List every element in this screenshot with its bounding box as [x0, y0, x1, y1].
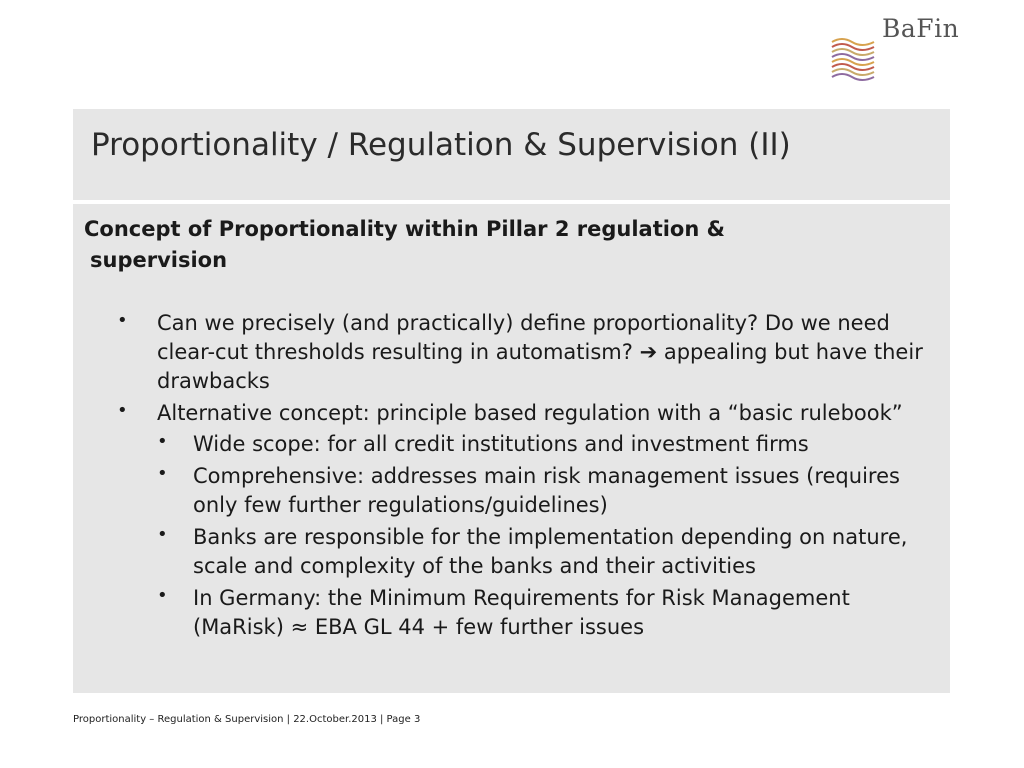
sub-bullet-item — [157, 462, 946, 520]
sub-bullet-list — [157, 430, 946, 642]
title-panel — [73, 109, 950, 200]
bafin-logo — [830, 14, 960, 86]
heading-line-2: supervision — [90, 248, 228, 272]
sub-bullet-text: In Germany: the Minimum Requirements for Risk Management (MaRisk) ≈ EBA GL 44 + few further issues — [193, 586, 850, 639]
sub-bullet-item — [157, 584, 946, 642]
sub-bullet-item — [157, 430, 946, 459]
sub-bullet-text: Banks are responsible for the implementation depending on nature, scale and complexity of the banks and their activities — [193, 525, 908, 578]
bullet-item — [73, 399, 950, 642]
bullet-text: Can we precisely (and practically) define proportionality? Do we need clear-cut thresholds resulting in automatism? ➔ appealing but have their drawbacks — [157, 311, 923, 393]
bullet-list — [73, 309, 950, 645]
sub-bullet-text: Wide scope: for all credit institutions and investment firms — [193, 432, 809, 456]
slide-footer: Proportionality – Regulation & Supervision | 22.October.2013 | Page 3 — [73, 714, 421, 725]
content-panel — [73, 204, 950, 693]
bullet-text: Alternative concept: principle based regulation with a “basic rulebook” — [157, 401, 903, 425]
sub-bullet-text: Comprehensive: addresses main risk management issues (requires only few further regulations/guidelines) — [193, 464, 900, 517]
bafin-wave-logo-icon — [830, 34, 878, 84]
section-heading — [84, 214, 784, 276]
heading-line-1: Concept of Proportionality within Pillar 2 regulation & — [84, 217, 725, 241]
slide-title: Proportionality / Regulation & Supervision (II) — [91, 127, 791, 163]
logo-text: BaFin — [882, 14, 960, 43]
bullet-item — [73, 309, 950, 396]
sub-bullet-item — [157, 523, 946, 581]
